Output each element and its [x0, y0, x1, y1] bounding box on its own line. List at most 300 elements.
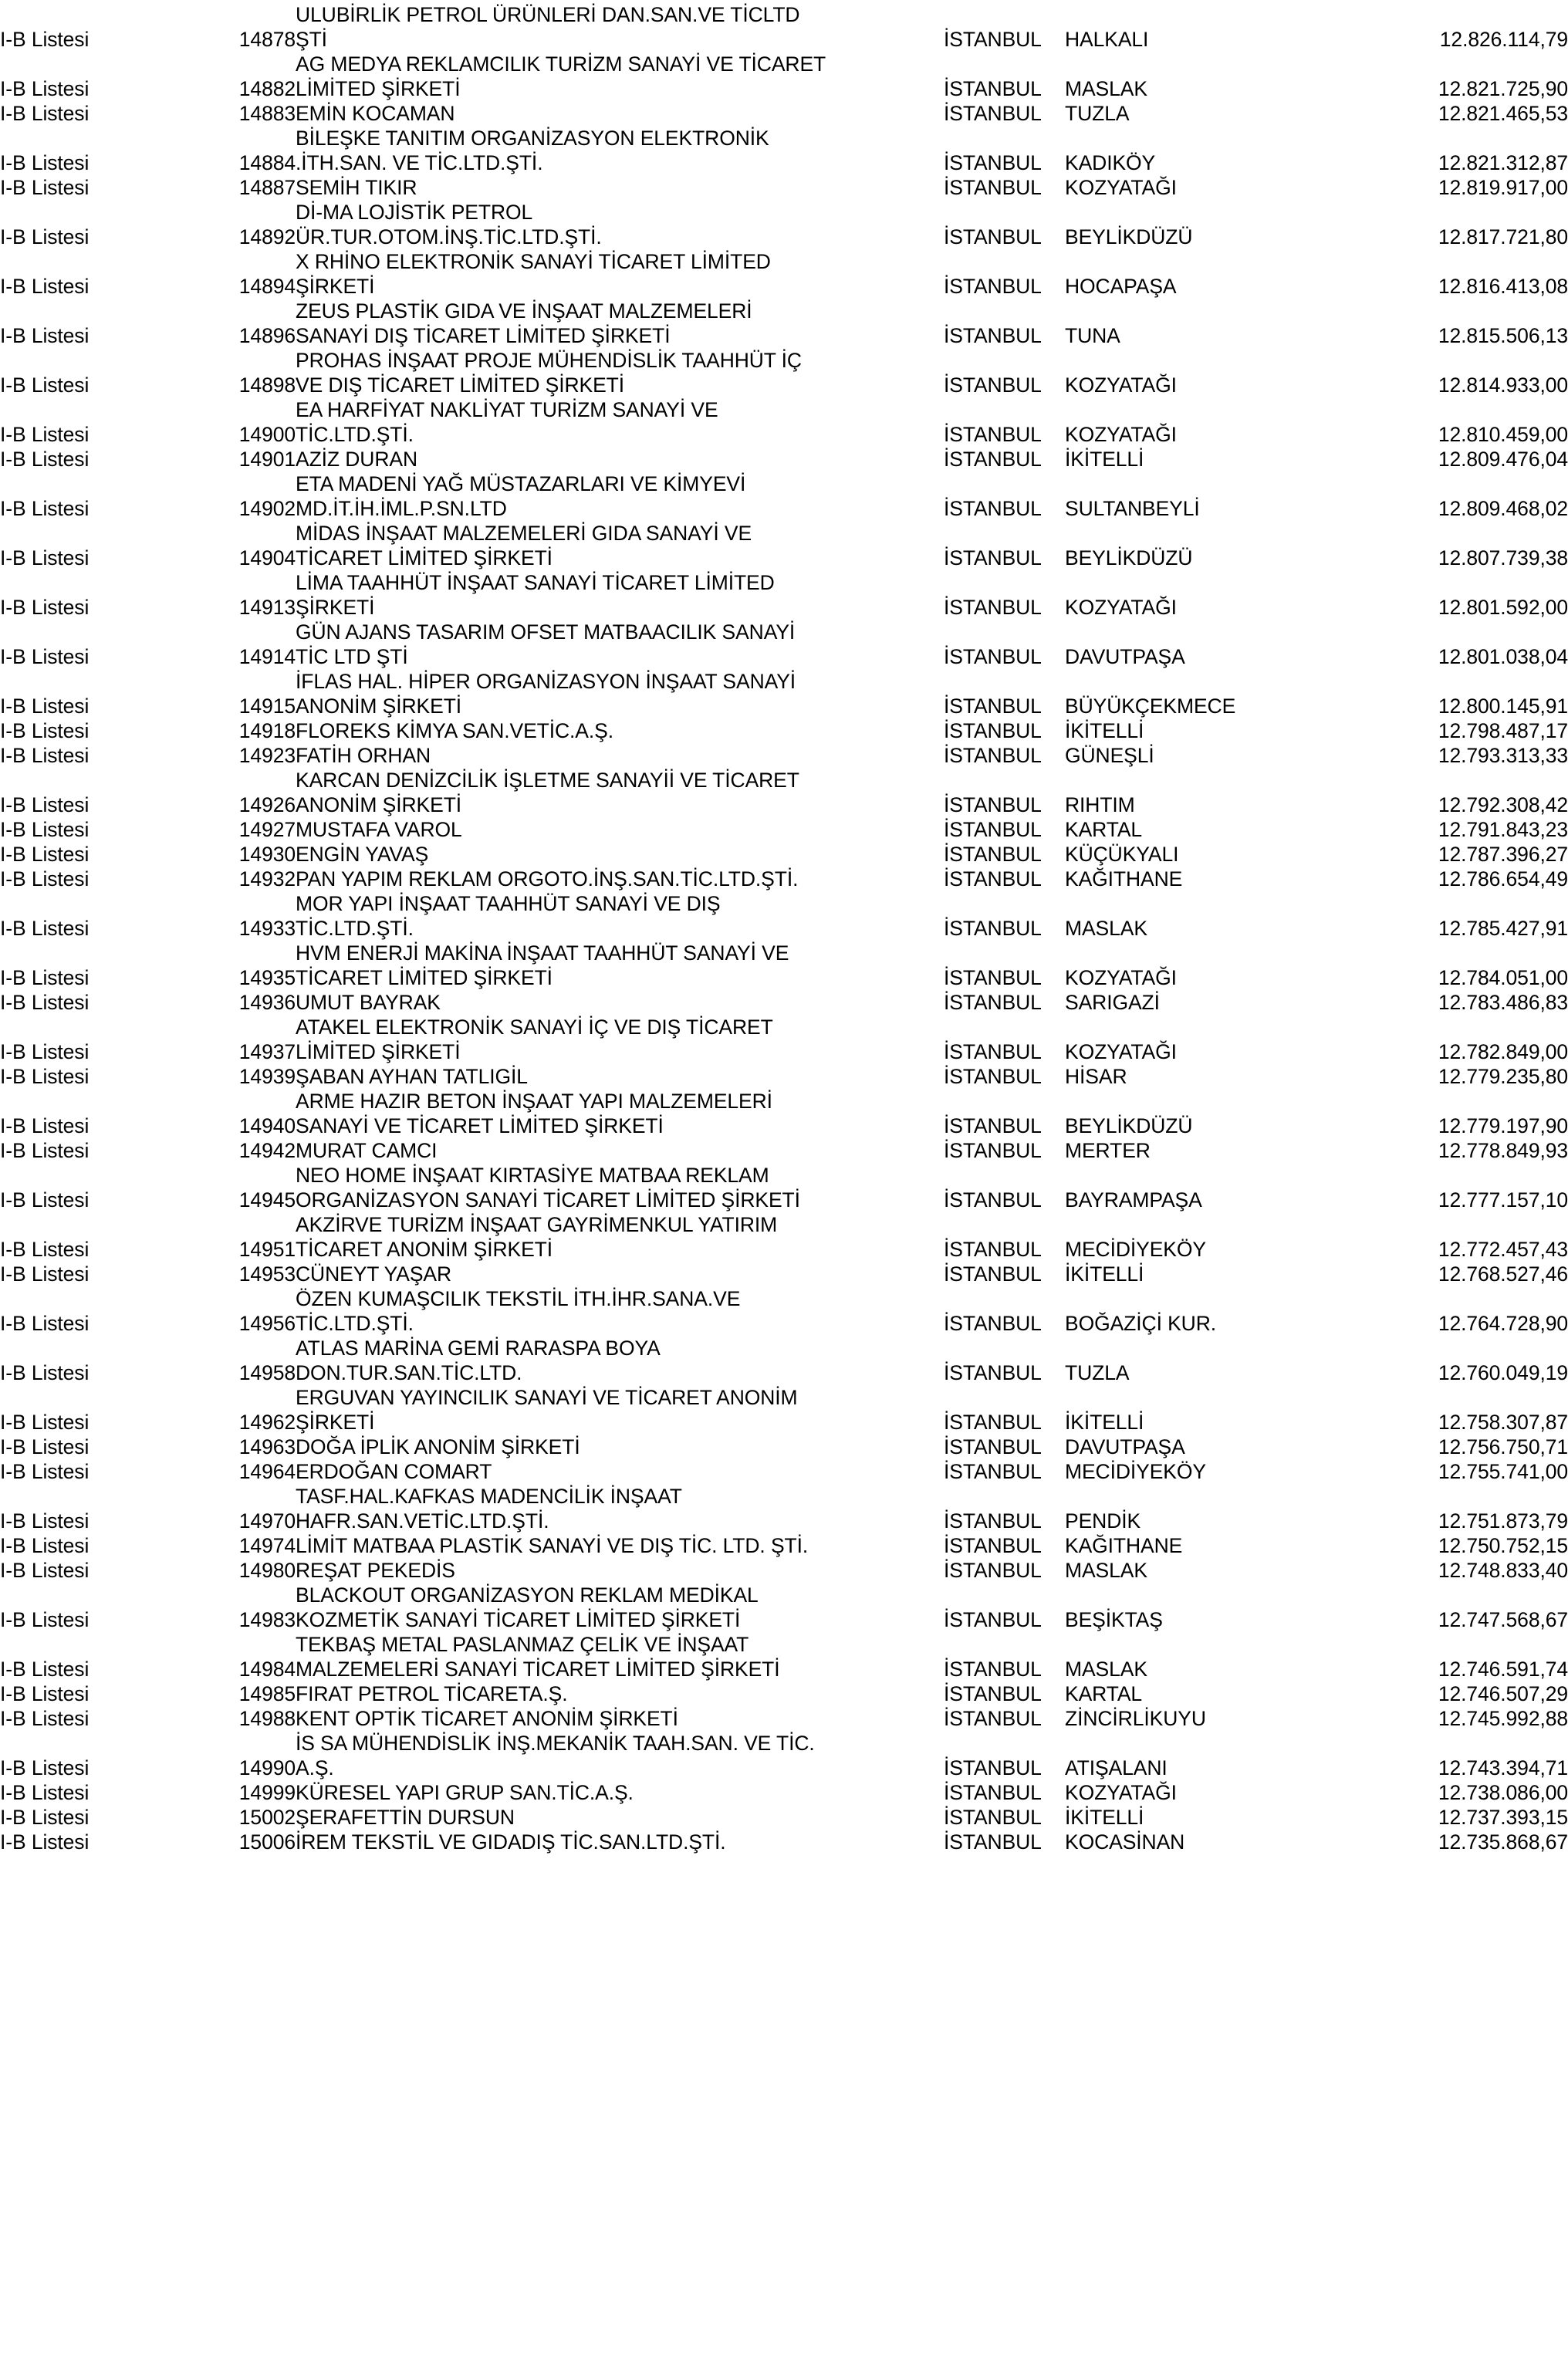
- city-cell: İSTANBUL: [944, 76, 1042, 100]
- city-cell: İSTANBUL: [944, 1410, 1042, 1434]
- company-name-cell: DON.TUR.SAN.TİC.LTD.: [296, 1360, 522, 1384]
- amount-cell: 12.814.933,00: [1438, 373, 1568, 397]
- wrap-spacer: [0, 1333, 296, 1358]
- tax-office-cell: İKİTELLİ: [1065, 1805, 1144, 1829]
- list-label-cell: I-B Listesi: [0, 1138, 90, 1162]
- city-cell: İSTANBUL: [944, 175, 1042, 199]
- wrap-spacer-right: [944, 889, 1568, 914]
- spacer-cell: [185, 1654, 216, 1679]
- tax-office-cell: KOZYATAĞI: [1065, 373, 1177, 397]
- company-name-cell: TİC.LTD.ŞTİ.: [296, 916, 414, 940]
- spacer-cell: [185, 25, 216, 49]
- amount-cell: 12.782.849,00: [1438, 1039, 1568, 1063]
- company-name-cell: MALZEMELERİ SANAYİ TİCARET LİMİTED ŞİRKETİ: [296, 1657, 780, 1681]
- city-cell: İSTANBUL: [944, 1558, 1042, 1582]
- spacer-cell: [185, 1531, 216, 1556]
- table-row: [0, 148, 1568, 173]
- row-number-cell: 14964: [238, 1459, 296, 1483]
- row-number-cell: 14980: [238, 1558, 296, 1582]
- table-row-wrap: [0, 49, 1568, 74]
- list-label-cell: I-B Listesi: [0, 1410, 90, 1434]
- city-cell: İSTANBUL: [944, 1756, 1042, 1779]
- spacer-cell: [185, 1259, 216, 1284]
- table-row: [0, 840, 1568, 864]
- list-label-cell: I-B Listesi: [0, 793, 90, 816]
- wrap-spacer-right: [944, 198, 1568, 222]
- spacer-cell: [185, 1753, 216, 1778]
- table-row-wrap: [0, 346, 1568, 370]
- table-row-wrap: [0, 1210, 1568, 1235]
- amount-cell: 12.737.393,15: [1438, 1805, 1568, 1829]
- spacer-cell: [185, 1704, 216, 1729]
- company-name-cell: DOĞA İPLİK ANONİM ŞİRKETİ: [296, 1435, 580, 1458]
- table-row: [0, 420, 1568, 444]
- tax-office-cell: MECİDİYEKÖY: [1065, 1237, 1206, 1261]
- table-row-wrap: [0, 469, 1568, 494]
- company-name-cell: KÜRESEL YAPI GRUP SAN.TİC.A.Ş.: [296, 1780, 634, 1804]
- list-label-cell: I-B Listesi: [0, 76, 90, 100]
- company-name-cell: TİC.LTD.ŞTİ.: [296, 1311, 414, 1335]
- spacer-cell: [185, 99, 216, 123]
- row-number-cell: 14953: [238, 1262, 296, 1286]
- spacer-cell: [185, 741, 216, 765]
- company-name-wrap: BLACKOUT ORGANİZASYON REKLAM MEDİKAL: [296, 1583, 759, 1607]
- spacer-cell: [185, 1556, 216, 1580]
- spacer-cell: [185, 148, 216, 173]
- row-number-cell: 14878: [238, 27, 296, 51]
- tax-office-cell: BEŞİKTAŞ: [1065, 1607, 1163, 1631]
- city-cell: İSTANBUL: [944, 644, 1042, 668]
- row-number-cell: 14936: [238, 990, 296, 1014]
- row-number-cell: 14900: [238, 422, 296, 446]
- city-cell: İSTANBUL: [944, 1114, 1042, 1137]
- amount-cell: 12.821.725,90: [1438, 76, 1568, 100]
- spacer-cell: [185, 494, 216, 519]
- list-label-cell: I-B Listesi: [0, 150, 90, 174]
- city-cell: İSTANBUL: [944, 1459, 1042, 1483]
- city-cell: İSTANBUL: [944, 595, 1042, 619]
- list-label-cell: I-B Listesi: [0, 447, 90, 471]
- amount-cell: 12.809.468,02: [1438, 496, 1568, 520]
- table-row: [0, 1753, 1568, 1778]
- city-cell: İSTANBUL: [944, 965, 1042, 989]
- city-cell: İSTANBUL: [944, 1805, 1042, 1829]
- company-name-wrap: MİDAS İNŞAAT MALZEMELERİ GIDA SANAYİ VE: [296, 521, 752, 545]
- amount-cell: 12.738.086,00: [1438, 1780, 1568, 1804]
- table-row: [0, 716, 1568, 741]
- city-cell: İSTANBUL: [944, 373, 1042, 397]
- amount-cell: 12.817.721,80: [1438, 225, 1568, 248]
- table-row-wrap: [0, 1284, 1568, 1309]
- city-cell: İSTANBUL: [944, 1607, 1042, 1631]
- row-number-cell: 14988: [238, 1706, 296, 1730]
- city-cell: İSTANBUL: [944, 1830, 1042, 1854]
- wrap-spacer: [0, 395, 296, 420]
- row-number-cell: 14898: [238, 373, 296, 397]
- row-number-cell: 14940: [238, 1114, 296, 1137]
- company-name-wrap: ULUBİRLİK PETROL ÜRÜNLERİ DAN.SAN.VE TİCLTD: [296, 2, 800, 26]
- company-name-cell: SEMİH TIKIR: [296, 175, 417, 199]
- tax-office-cell: BÜYÜKÇEKMECE: [1065, 694, 1236, 718]
- wrap-spacer: [0, 123, 296, 148]
- tax-office-cell: ZİNCİRLİKUYU: [1065, 1706, 1206, 1730]
- table-row-wrap: [0, 296, 1568, 321]
- wrap-spacer: [0, 1210, 296, 1235]
- company-name-cell: SANAYİ DIŞ TİCARET LİMİTED ŞİRKETİ: [296, 323, 671, 347]
- table-row: [0, 914, 1568, 938]
- spacer-cell: [185, 1803, 216, 1827]
- amount-cell: 12.746.507,29: [1438, 1681, 1568, 1705]
- list-label-cell: I-B Listesi: [0, 323, 90, 347]
- table-row-wrap: [0, 568, 1568, 593]
- amount-cell: 12.746.591,74: [1438, 1657, 1568, 1681]
- table-row-wrap: [0, 198, 1568, 222]
- tax-office-cell: KOZYATAĞI: [1065, 1780, 1177, 1804]
- tax-office-cell: KOZYATAĞI: [1065, 1039, 1177, 1063]
- company-name-cell: MUSTAFA VAROL: [296, 817, 462, 841]
- table-row: [0, 99, 1568, 123]
- table-row-wrap: [0, 1161, 1568, 1185]
- wrap-spacer: [0, 889, 296, 914]
- list-label-cell: I-B Listesi: [0, 1039, 90, 1063]
- wrap-spacer: [0, 1383, 296, 1408]
- tax-office-cell: BEYLİKDÜZÜ: [1065, 225, 1193, 248]
- tax-office-cell: SULTANBEYLİ: [1065, 496, 1200, 520]
- amount-cell: 12.821.465,53: [1438, 101, 1568, 125]
- amount-cell: 12.801.592,00: [1438, 595, 1568, 619]
- table-row: [0, 494, 1568, 519]
- amount-cell: 12.779.235,80: [1438, 1064, 1568, 1088]
- table-row: [0, 1358, 1568, 1383]
- table-row: [0, 1111, 1568, 1136]
- table-row: [0, 1778, 1568, 1803]
- table-row: [0, 1136, 1568, 1161]
- amount-cell: 12.777.157,10: [1438, 1188, 1568, 1212]
- table-row: [0, 1432, 1568, 1457]
- company-name-cell: ŞERAFETTİN DURSUN: [296, 1805, 515, 1829]
- row-number-cell: 14887: [238, 175, 296, 199]
- tax-office-cell: KARTAL: [1065, 817, 1143, 841]
- amount-cell: 12.798.487,17: [1438, 718, 1568, 742]
- wrap-spacer-right: [944, 469, 1568, 494]
- city-cell: İSTANBUL: [944, 546, 1042, 569]
- wrap-spacer: [0, 938, 296, 963]
- table-row: [0, 1062, 1568, 1087]
- table-row-wrap: [0, 889, 1568, 914]
- amount-cell: 12.809.476,04: [1438, 447, 1568, 471]
- row-number-cell: 14937: [238, 1039, 296, 1063]
- amount-cell: 12.735.868,67: [1438, 1830, 1568, 1854]
- tax-office-cell: MASLAK: [1065, 76, 1147, 100]
- list-label-cell: I-B Listesi: [0, 1509, 90, 1533]
- wrap-spacer: [0, 667, 296, 691]
- row-number-cell: 14915: [238, 694, 296, 718]
- company-name-wrap: BİLEŞKE TANITIM ORGANİZASYON ELEKTRONİK: [296, 126, 769, 150]
- tax-office-cell: İKİTELLİ: [1065, 1410, 1144, 1434]
- wrap-spacer-right: [944, 1729, 1568, 1753]
- spacer-cell: [185, 790, 216, 815]
- wrap-spacer-right: [944, 1087, 1568, 1111]
- list-label-cell: I-B Listesi: [0, 644, 90, 668]
- city-cell: İSTANBUL: [944, 1039, 1042, 1063]
- list-label-cell: I-B Listesi: [0, 1706, 90, 1730]
- wrap-spacer: [0, 49, 296, 74]
- city-cell: İSTANBUL: [944, 817, 1042, 841]
- company-name-cell: VE DIŞ TİCARET LİMİTED ŞİRKETİ: [296, 373, 624, 397]
- company-name-wrap: KARCAN DENİZCİLİK İŞLETME SANAYİİ VE TİCARET: [296, 768, 799, 792]
- row-number-cell: 14892: [238, 225, 296, 248]
- company-name-cell: LİMİTED ŞİRKETİ: [296, 1039, 461, 1063]
- company-name-wrap: ERGUVAN YAYINCILIK SANAYİ VE TİCARET ANONİM: [296, 1385, 798, 1409]
- wrap-spacer: [0, 1729, 296, 1753]
- row-number-cell: 15006: [238, 1830, 296, 1854]
- wrap-spacer-right: [944, 938, 1568, 963]
- list-label-cell: I-B Listesi: [0, 27, 90, 51]
- tax-office-cell: KÜÇÜKYALI: [1065, 842, 1179, 866]
- row-number-cell: 14983: [238, 1607, 296, 1631]
- table-row-wrap: [0, 765, 1568, 790]
- wrap-spacer: [0, 519, 296, 543]
- amount-cell: 12.810.459,00: [1438, 422, 1568, 446]
- spacer-cell: [185, 1185, 216, 1210]
- wrap-spacer: [0, 346, 296, 370]
- company-name-cell: HAFR.SAN.VETİC.LTD.ŞTİ.: [296, 1509, 549, 1533]
- company-name-wrap: LİMA TAAHHÜT İNŞAAT SANAYİ TİCARET LİMİTED: [296, 570, 775, 594]
- company-name-wrap: ETA MADENİ YAĞ MÜSTAZARLARI VE KİMYEVİ: [296, 471, 746, 495]
- amount-cell: 12.748.833,40: [1438, 1558, 1568, 1582]
- amount-cell: 12.807.739,38: [1438, 546, 1568, 569]
- list-label-cell: I-B Listesi: [0, 1188, 90, 1212]
- table-row: [0, 1803, 1568, 1827]
- wrap-spacer-right: [944, 346, 1568, 370]
- company-name-cell: MD.İT.İH.İML.P.SN.LTD: [296, 496, 507, 520]
- wrap-spacer-right: [944, 296, 1568, 321]
- row-number-cell: 15002: [238, 1805, 296, 1829]
- amount-cell: 12.756.750,71: [1438, 1435, 1568, 1458]
- row-number-cell: 14914: [238, 644, 296, 668]
- company-name-cell: LİMİT MATBAA PLASTİK SANAYİ VE DIŞ TİC. LTD. ŞTİ.: [296, 1533, 809, 1557]
- table-row-wrap: [0, 1580, 1568, 1605]
- table-row: [0, 1654, 1568, 1679]
- amount-cell: 12.764.728,90: [1438, 1311, 1568, 1335]
- company-name-cell: KOZMETİK SANAYİ TİCARET LİMİTED ŞİRKETİ: [296, 1607, 741, 1631]
- row-number-cell: 14990: [238, 1756, 296, 1779]
- city-cell: İSTANBUL: [944, 718, 1042, 742]
- tax-office-cell: TUNA: [1065, 323, 1120, 347]
- company-name-wrap: İS SA MÜHENDİSLİK İNŞ.MEKANİK TAAH.SAN. VE TİC.: [296, 1731, 815, 1755]
- spacer-cell: [185, 691, 216, 716]
- city-cell: İSTANBUL: [944, 447, 1042, 471]
- spacer-cell: [185, 370, 216, 395]
- list-label-cell: I-B Listesi: [0, 373, 90, 397]
- spacer-cell: [185, 716, 216, 741]
- company-name-cell: LİMİTED ŞİRKETİ: [296, 76, 461, 100]
- row-number-cell: 14904: [238, 546, 296, 569]
- company-name-cell: FLOREKS KİMYA SAN.VETİC.A.Ş.: [296, 718, 613, 742]
- spacer-cell: [185, 1432, 216, 1457]
- amount-cell: 12.785.427,91: [1438, 916, 1568, 940]
- amount-cell: 12.751.873,79: [1438, 1509, 1568, 1533]
- tax-office-cell: MASLAK: [1065, 1657, 1147, 1681]
- wrap-spacer-right: [944, 765, 1568, 790]
- company-name-cell: ŞABAN AYHAN TATLIGİL: [296, 1064, 528, 1088]
- tax-office-cell: KOZYATAĞI: [1065, 175, 1177, 199]
- city-cell: İSTANBUL: [944, 225, 1042, 248]
- city-cell: İSTANBUL: [944, 1138, 1042, 1162]
- tax-office-cell: MASLAK: [1065, 916, 1147, 940]
- list-label-cell: I-B Listesi: [0, 1459, 90, 1483]
- wrap-spacer-right: [944, 49, 1568, 74]
- table-row-wrap: [0, 123, 1568, 148]
- company-name-cell: ERDOĞAN COMART: [296, 1459, 492, 1483]
- spacer-cell: [185, 420, 216, 444]
- tax-office-cell: ATIŞALANI: [1065, 1756, 1168, 1779]
- list-label-cell: I-B Listesi: [0, 1114, 90, 1137]
- table-row-wrap: [0, 617, 1568, 642]
- row-number-cell: 14923: [238, 743, 296, 767]
- wrap-spacer: [0, 568, 296, 593]
- company-name-cell: İREM TEKSTİL VE GIDADIŞ TİC.SAN.LTD.ŞTİ.: [296, 1830, 726, 1854]
- row-number-cell: 14970: [238, 1509, 296, 1533]
- tax-office-cell: TUZLA: [1065, 101, 1130, 125]
- list-label-cell: I-B Listesi: [0, 496, 90, 520]
- company-name-cell: TİCARET LİMİTED ŞİRKETİ: [296, 546, 553, 569]
- amount-cell: 12.791.843,23: [1438, 817, 1568, 841]
- amount-cell: 12.826.114,79: [1439, 27, 1568, 51]
- amount-cell: 12.760.049,19: [1438, 1360, 1568, 1384]
- wrap-spacer: [0, 765, 296, 790]
- wrap-spacer: [0, 1161, 296, 1185]
- list-label-cell: I-B Listesi: [0, 842, 90, 866]
- city-cell: İSTANBUL: [944, 1237, 1042, 1261]
- spacer-cell: [185, 1111, 216, 1136]
- spacer-cell: [185, 1408, 216, 1432]
- table-row-wrap: [0, 1012, 1568, 1037]
- list-label-cell: I-B Listesi: [0, 694, 90, 718]
- table-row-wrap: [0, 1729, 1568, 1753]
- city-cell: İSTANBUL: [944, 1509, 1042, 1533]
- spacer-cell: [185, 1457, 216, 1482]
- wrap-spacer: [0, 1087, 296, 1111]
- wrap-spacer: [0, 1630, 296, 1654]
- amount-cell: 12.783.486,83: [1438, 990, 1568, 1014]
- row-number-cell: 14984: [238, 1657, 296, 1681]
- wrap-spacer-right: [944, 0, 1568, 25]
- city-cell: İSTANBUL: [944, 916, 1042, 940]
- company-name-cell: AZİZ DURAN: [296, 447, 418, 471]
- tax-office-cell: RIHTIM: [1065, 793, 1135, 816]
- tax-office-cell: KAĞITHANE: [1065, 1533, 1183, 1557]
- table-row: [0, 1531, 1568, 1556]
- city-cell: İSTANBUL: [944, 1657, 1042, 1681]
- table-row: [0, 543, 1568, 568]
- city-cell: İSTANBUL: [944, 150, 1042, 174]
- row-number-cell: 14939: [238, 1064, 296, 1088]
- wrap-spacer: [0, 1482, 296, 1506]
- spacer-cell: [185, 914, 216, 938]
- table-row-wrap: [0, 938, 1568, 963]
- spacer-cell: [185, 1827, 216, 1852]
- tax-office-cell: İKİTELLİ: [1065, 1262, 1144, 1286]
- table-row: [0, 691, 1568, 716]
- table-row: [0, 222, 1568, 247]
- table-row: [0, 963, 1568, 988]
- spacer-cell: [185, 864, 216, 889]
- city-cell: İSTANBUL: [944, 496, 1042, 520]
- spacer-cell: [185, 593, 216, 617]
- company-name-cell: A.Ş.: [296, 1756, 334, 1779]
- spacer-cell: [185, 963, 216, 988]
- list-label-cell: I-B Listesi: [0, 1830, 90, 1854]
- table-row-wrap: [0, 0, 1568, 25]
- tax-office-cell: HOCAPAŞA: [1065, 274, 1177, 298]
- wrap-spacer: [0, 1580, 296, 1605]
- amount-cell: 12.743.394,71: [1438, 1756, 1568, 1779]
- tax-office-cell: PENDİK: [1065, 1509, 1141, 1533]
- table-row-wrap: [0, 1333, 1568, 1358]
- company-name-cell: ŞİRKETİ: [296, 595, 375, 619]
- list-label-cell: I-B Listesi: [0, 274, 90, 298]
- wrap-spacer-right: [944, 1383, 1568, 1408]
- row-number-cell: 14942: [238, 1138, 296, 1162]
- table-row: [0, 1037, 1568, 1062]
- tax-office-cell: MERTER: [1065, 1138, 1151, 1162]
- table-row: [0, 272, 1568, 296]
- city-cell: İSTANBUL: [944, 1262, 1042, 1286]
- company-name-wrap: TASF.HAL.KAFKAS MADENCİLİK İNŞAAT: [296, 1484, 682, 1508]
- list-label-cell: I-B Listesi: [0, 1533, 90, 1557]
- row-number-cell: 14913: [238, 595, 296, 619]
- table-row-wrap: [0, 247, 1568, 272]
- list-label-cell: I-B Listesi: [0, 1237, 90, 1261]
- table-row: [0, 74, 1568, 99]
- company-name-wrap: İFLAS HAL. HİPER ORGANİZASYON İNŞAAT SANAYİ: [296, 669, 796, 693]
- row-number-cell: 14896: [238, 323, 296, 347]
- table-row: [0, 1259, 1568, 1284]
- company-name-cell: UMUT BAYRAK: [296, 990, 441, 1014]
- company-name-cell: ŞİRKETİ: [296, 1410, 375, 1434]
- company-name-cell: ORGANİZASYON SANAYİ TİCARET LİMİTED ŞİRKETİ: [296, 1188, 800, 1212]
- list-label-cell: I-B Listesi: [0, 990, 90, 1014]
- table-row-wrap: [0, 519, 1568, 543]
- company-name-wrap: Dİ-MA LOJİSTİK PETROL: [296, 200, 533, 224]
- amount-cell: 12.801.038,04: [1438, 644, 1568, 668]
- list-label-cell: I-B Listesi: [0, 175, 90, 199]
- row-number-cell: 14932: [238, 867, 296, 891]
- table-row: [0, 864, 1568, 889]
- row-number-cell: 14901: [238, 447, 296, 471]
- table-row: [0, 1556, 1568, 1580]
- table-row: [0, 593, 1568, 617]
- row-number-cell: 14956: [238, 1311, 296, 1335]
- wrap-spacer-right: [944, 667, 1568, 691]
- company-name-wrap: ÖZEN KUMAŞCILIK TEKSTİL İTH.İHR.SANA.VE: [296, 1286, 741, 1310]
- amount-cell: 12.819.917,00: [1438, 175, 1568, 199]
- wrap-spacer: [0, 1284, 296, 1309]
- table-row: [0, 741, 1568, 765]
- table-row: [0, 1605, 1568, 1630]
- tax-office-cell: KADIKÖY: [1065, 150, 1156, 174]
- list-label-cell: I-B Listesi: [0, 1805, 90, 1829]
- company-name-cell: ANONİM ŞİRKETİ: [296, 793, 462, 816]
- tax-office-cell: DAVUTPAŞA: [1065, 1435, 1185, 1458]
- tax-office-cell: KOZYATAĞI: [1065, 595, 1177, 619]
- row-number-cell: 14963: [238, 1435, 296, 1458]
- spacer-cell: [185, 543, 216, 568]
- company-name-cell: .İTH.SAN. VE TİC.LTD.ŞTİ.: [296, 150, 543, 174]
- company-name-wrap: ARME HAZIR BETON İNŞAAT YAPI MALZEMELERİ: [296, 1089, 772, 1113]
- row-number-cell: 14935: [238, 965, 296, 989]
